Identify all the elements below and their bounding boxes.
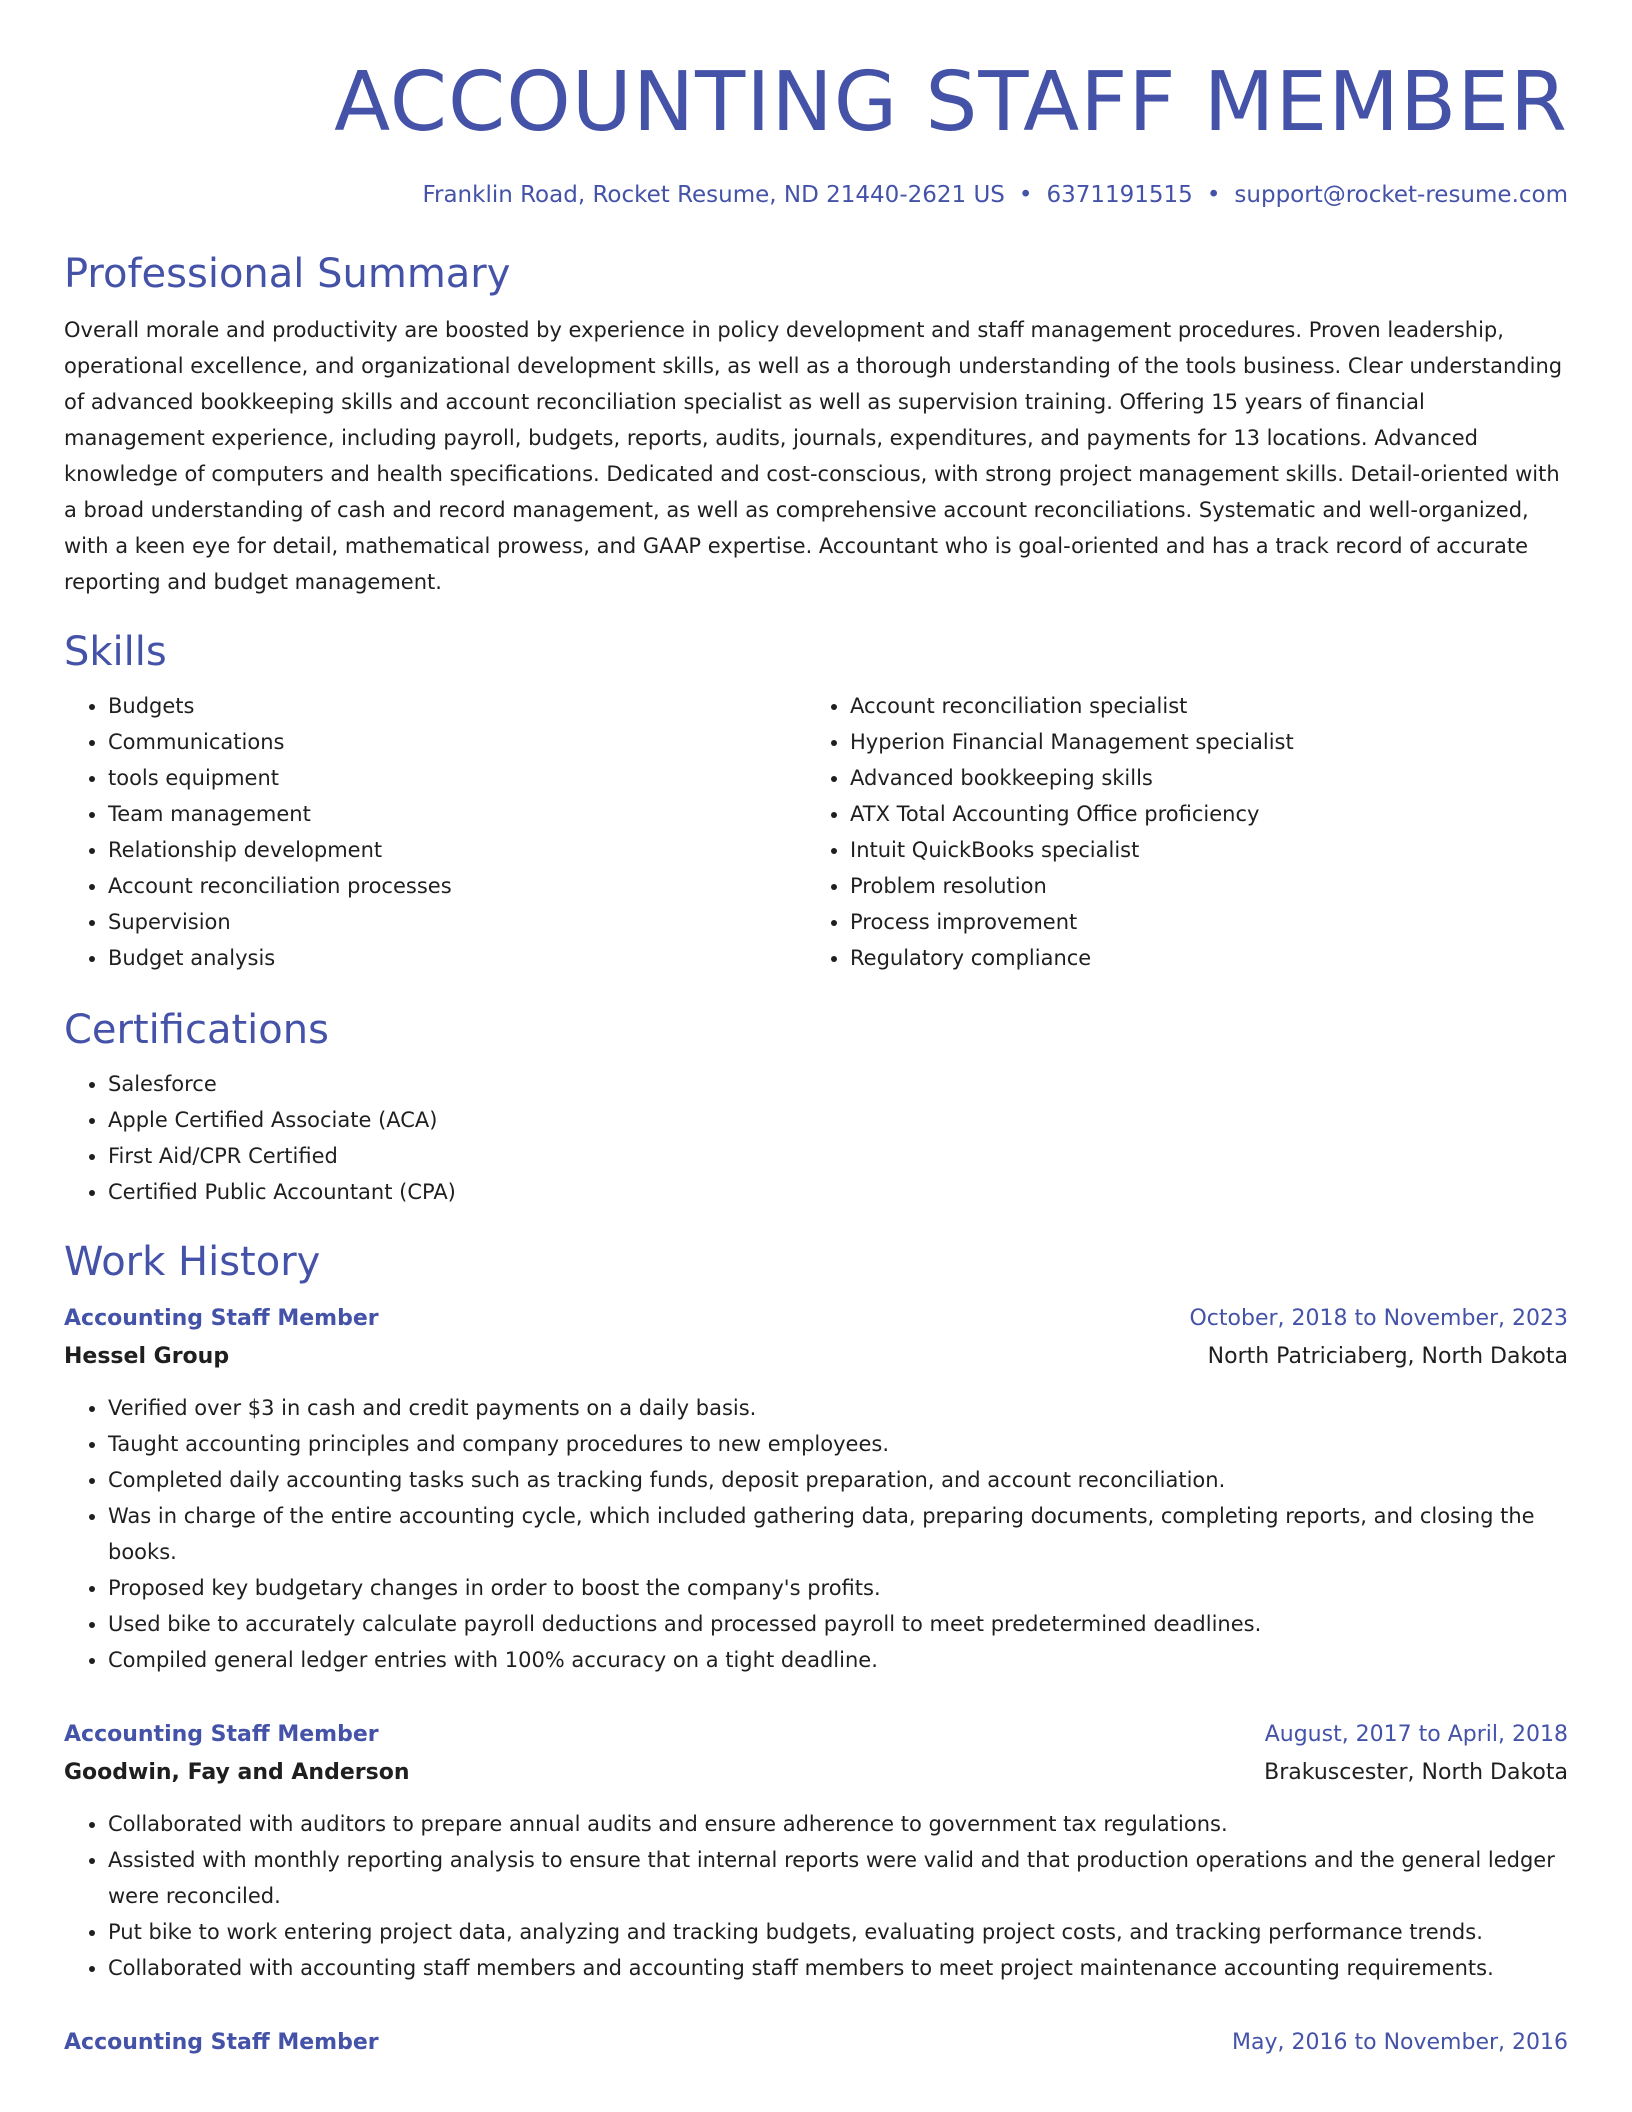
list-item: • Collaborated with accounting staff members and accounting staff members to meet project maintenance accounting requirements.: [108, 1950, 1568, 1986]
list-item: • Advanced bookkeeping skills: [850, 760, 1548, 796]
job-location: North Patriciaberg, North Dakota: [1207, 1344, 1568, 1369]
job-bullets: [64, 1806, 1568, 1986]
list-item: • Compiled general ledger entries with 100% accuracy on a tight deadline.: [108, 1642, 1568, 1678]
list-item: • Account reconciliation specialist: [850, 688, 1548, 724]
list-item: • Certified Public Accountant (CPA): [108, 1174, 1568, 1210]
job-bullets: [64, 1390, 1568, 1678]
list-item: • Salesforce: [108, 1066, 1568, 1102]
list-item: • tools equipment: [108, 760, 806, 796]
job-header-row: [64, 1716, 1568, 1754]
section-title-skills: Skills: [64, 629, 167, 675]
job-title: Accounting Staff Member: [64, 2030, 379, 2055]
list-item: • Was in charge of the entire accounting cycle, which included gathering data, preparing documents, completing reports, and closing the books.: [108, 1498, 1568, 1570]
job-title: Accounting Staff Member: [64, 1722, 379, 1747]
list-item: • Account reconciliation processes: [108, 868, 806, 904]
job-company-row: [64, 1754, 1568, 1792]
job-title: Accounting Staff Member: [64, 1306, 379, 1331]
section-title-summary: Professional Summary: [64, 251, 511, 297]
list-item: • ATX Total Accounting Office proficiency: [850, 796, 1548, 832]
contact-separator: •: [1206, 182, 1221, 208]
skills-list-left: [64, 688, 806, 976]
list-item: • Supervision: [108, 904, 806, 940]
job-company-row: [64, 1338, 1568, 1376]
list-item: • Taught accounting principles and company procedures to new employees.: [108, 1426, 1568, 1462]
job-entry: [64, 2024, 1568, 2062]
job-company: Hessel Group: [64, 1344, 230, 1369]
job-dates: May, 2016 to November, 2016: [1232, 2030, 1568, 2055]
resume-page: [64, 0, 1568, 2062]
candidate-name: ACCOUNTING STAFF MEMBER: [334, 55, 1568, 150]
list-item: • Collaborated with auditors to prepare annual audits and ensure adherence to government tax regulations.: [108, 1806, 1568, 1842]
list-item: • Process improvement: [850, 904, 1548, 940]
contact-line: [64, 180, 1568, 210]
contact-address: Franklin Road, Rocket Resume, ND 21440-2621 US: [422, 182, 1005, 208]
certifications-list: [64, 1066, 1568, 1210]
job-location: Brakuscester, North Dakota: [1264, 1760, 1568, 1785]
contact-email[interactable]: support@rocket-resume.com: [1234, 182, 1568, 208]
list-item: • Communications: [108, 724, 806, 760]
list-item: • Team management: [108, 796, 806, 832]
contact-separator: •: [1018, 182, 1033, 208]
job-entry: [64, 1716, 1568, 1986]
list-item: • Proposed key budgetary changes in order to boost the company's profits.: [108, 1570, 1568, 1606]
job-dates: August, 2017 to April, 2018: [1264, 1722, 1568, 1747]
list-item: • Regulatory compliance: [850, 940, 1548, 976]
list-item: • Completed daily accounting tasks such as tracking funds, deposit preparation, and account reconciliation.: [108, 1462, 1568, 1498]
list-item: • Apple Certified Associate (ACA): [108, 1102, 1568, 1138]
list-item: • First Aid/CPR Certified: [108, 1138, 1568, 1174]
list-item: • Hyperion Financial Management specialist: [850, 724, 1548, 760]
job-header-row: [64, 1300, 1568, 1338]
job-company: Goodwin, Fay and Anderson: [64, 1760, 410, 1785]
skills-list-right: [806, 688, 1548, 976]
list-item: • Budget analysis: [108, 940, 806, 976]
contact-phone: 6371191515: [1046, 182, 1193, 208]
skills-columns: [64, 688, 1568, 976]
list-item: • Budgets: [108, 688, 806, 724]
job-dates: October, 2018 to November, 2023: [1189, 1306, 1568, 1331]
section-title-work-history: Work History: [64, 1239, 321, 1285]
section-title-certifications: Certifications: [64, 1007, 329, 1053]
summary-text: Overall morale and productivity are boosted by experience in policy development and staff management procedures. Proven leadership, operational excellence, and organizational development skills, as well as a thorough understanding of the tools business. Clear understanding of advanced bookkeeping skills and account reconciliation specialist as well as supervision training. Offering 15 years of financial management experience, including payroll, budgets, reports, audits, journals, expenditures, and payments for 13 locations. Advanced knowledge of computers and health specifications. Dedicated and cost-conscious, with strong project management skills. Detail-oriented with a broad understanding of cash and record management, as well as comprehensive account reconciliations. Systematic and well-organized, with a keen eye for detail, mathematical prowess, and GAAP expertise. Accountant who is goal-oriented and has a track record of accurate reporting and budget management.: [64, 318, 1563, 594]
list-item: • Assisted with monthly reporting analysis to ensure that internal reports were valid and that production operations and the general ledger were reconciled.: [108, 1842, 1568, 1914]
work-history-list: [64, 1300, 1568, 2062]
list-item: • Problem resolution: [850, 868, 1548, 904]
list-item: • Intuit QuickBooks specialist: [850, 832, 1548, 868]
list-item: • Verified over $3 in cash and credit payments on a daily basis.: [108, 1390, 1568, 1426]
job-header-row: [64, 2024, 1568, 2062]
list-item: • Used bike to accurately calculate payroll deductions and processed payroll to meet predetermined deadlines.: [108, 1606, 1568, 1642]
list-item: • Put bike to work entering project data, analyzing and tracking budgets, evaluating project costs, and tracking performance trends.: [108, 1914, 1568, 1950]
list-item: • Relationship development: [108, 832, 806, 868]
job-entry: [64, 1300, 1568, 1678]
